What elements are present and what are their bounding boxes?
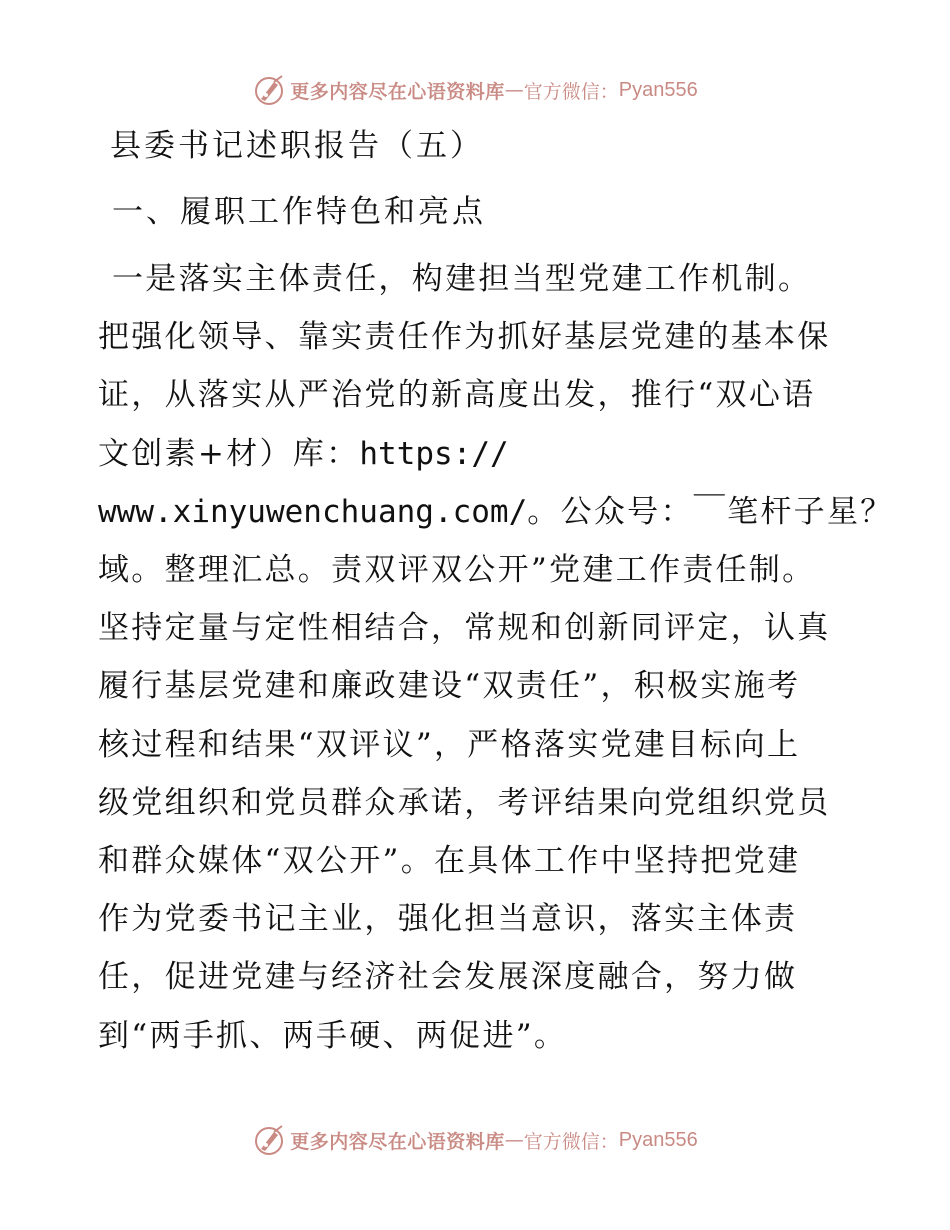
paragraph-line: 坚持定量与定性相结合，常规和创新同评定，认真	[98, 610, 831, 647]
watermark-brand: Pyan556	[618, 78, 698, 101]
paragraph-line-text: 文创素+材）库：	[98, 435, 360, 472]
watermark-dash: —	[504, 1129, 524, 1151]
paragraph-line: 和群众媒体“双公开”。在具体工作中坚持把党建	[98, 843, 801, 880]
paragraph-line: 域。整理汇总。责双评双公开”党建工作责任制。	[98, 552, 816, 589]
paragraph-line-text: 。公众号：￣笔杆子星？	[527, 493, 894, 530]
paragraph-line: 级党组织和党员群众承诺，考评结果向党组织党员	[98, 784, 831, 821]
watermark-brand: Pyan556	[618, 1128, 698, 1151]
watermark-main-text: 更多内容尽在心语资料库	[290, 1130, 505, 1153]
paragraph-line	[98, 425, 858, 483]
url-prefix-link[interactable]: https://	[359, 435, 509, 472]
paragraph-line: 把强化领导、靠实责任作为抓好基层党建的基本保	[98, 319, 831, 356]
watermark-sub-text: 官方微信：	[523, 80, 619, 103]
url-link[interactable]: www.xinyuwenchuang.com/	[98, 493, 528, 530]
document-body	[98, 118, 894, 1065]
document-title: 县委书记述职报告（五）	[110, 128, 484, 164]
paragraph-line: 一是落实主体责任，构建担当型党建工作机制。	[112, 261, 812, 297]
paragraph-line: 到“两手抓、两手硬、两促进”。	[98, 1017, 568, 1054]
watermark-dash: —	[504, 79, 524, 101]
quill-pen-logo-icon	[252, 73, 286, 107]
footer-watermark	[0, 1120, 950, 1160]
paragraph-line: 履行基层党建和廉政建设“双责任”，积极实施考	[98, 668, 801, 705]
paragraph-line: 证，从落实从严治党的新高度出发，推行“双心语	[98, 377, 816, 414]
section-heading: 一、履职工作特色和亮点	[112, 194, 486, 230]
quill-pen-logo-icon	[252, 1123, 286, 1157]
paragraph-line: 任，促进党建与经济社会发展深度融合，努力做	[98, 959, 798, 996]
paragraph	[98, 250, 894, 1065]
watermark-main-text: 更多内容尽在心语资料库	[290, 80, 505, 103]
header-watermark	[0, 70, 950, 110]
watermark-sub-text: 官方微信：	[523, 1130, 619, 1153]
paragraph-line: 核过程和结果“双评议”，严格落实党建目标向上	[98, 726, 801, 763]
paragraph-line: 作为党委书记主业，强化担当意识，落实主体责	[98, 901, 798, 938]
paragraph-line	[98, 483, 894, 541]
